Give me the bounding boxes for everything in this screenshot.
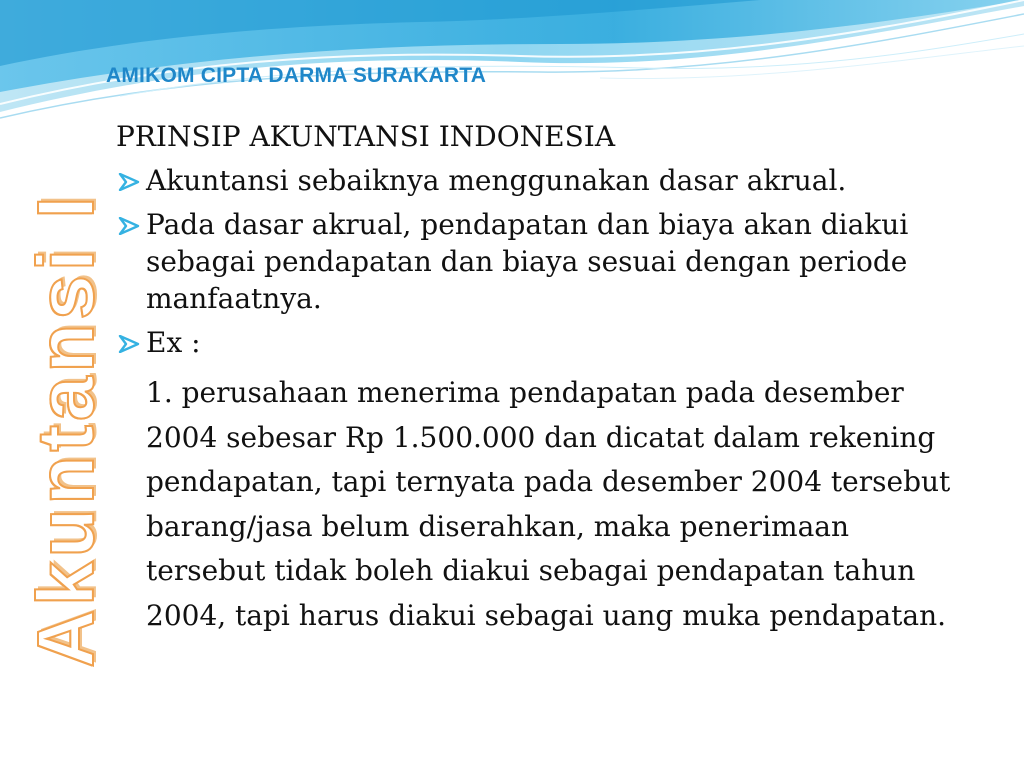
- bullet-item: [116, 206, 976, 317]
- bullet-item: [116, 162, 976, 199]
- arrow-bullet-icon: [118, 217, 140, 235]
- arrow-bullet-icon: [118, 173, 140, 191]
- slide-content: [116, 118, 976, 638]
- arrow-bullet-icon: [118, 335, 140, 353]
- side-vertical-title: Akuntansi I: [21, 192, 110, 668]
- bullet-text: Pada dasar akrual, pendapatan dan biaya akan diakui sebagai pendapatan dan biaya sesuai dengan periode manfaatnya.: [146, 208, 909, 315]
- bullet-text: Akuntansi sebaiknya menggunakan dasar akrual.: [146, 164, 847, 197]
- example-paragraph: 1. perusahaan menerima pendapatan pada desember 2004 sebesar Rp 1.500.000 dan dicatat dalam rekening pendapatan, tapi ternyata pada desember 2004 tersebut barang/jasa belum diserahkan, maka penerimaan tersebut tidak boleh diakui sebagai pendapatan tahun 2004, tapi harus diakui sebagai uang muka pendapatan.: [146, 376, 951, 632]
- header-title: AMIKOM CIPTA DARMA SURAKARTA: [106, 64, 487, 87]
- slide-heading: PRINSIP AKUNTANSI INDONESIA: [116, 120, 616, 153]
- bullet-item: [116, 324, 976, 361]
- bullet-text: Ex :: [146, 326, 201, 359]
